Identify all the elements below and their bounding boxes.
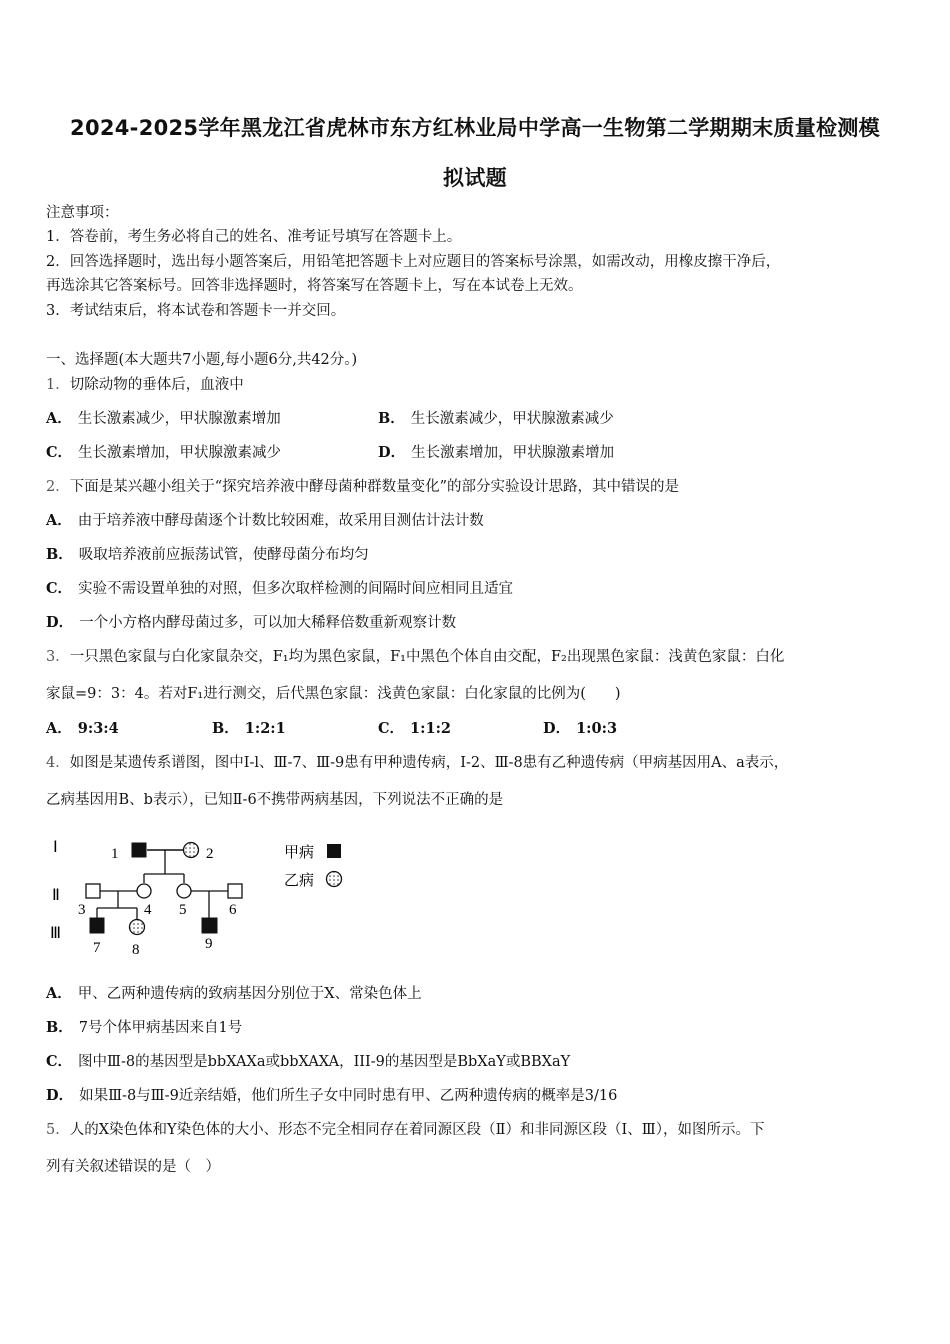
q2-option-b (46, 545, 369, 565)
individual-number: 2 (206, 846, 214, 862)
individual-number: 3 (78, 902, 86, 918)
individual-number: 5 (179, 902, 187, 918)
option-text: 1:2:1 (244, 720, 286, 737)
option-text: 生长激素增加，甲状腺激素增加 (411, 445, 615, 461)
option-label: C． (46, 444, 73, 461)
option-label: C． (46, 1053, 73, 1070)
option-label: D． (46, 614, 74, 631)
q2-option-c (46, 579, 513, 599)
legend-label-a: 甲病 (284, 843, 315, 861)
option-label: B． (212, 720, 239, 737)
page-title-continued: 拟试题 (443, 166, 507, 190)
individual-3-male (86, 884, 100, 898)
individual-9-affected-male (202, 918, 217, 933)
option-label: D． (46, 1087, 74, 1104)
individual-4-female (137, 884, 151, 898)
individual-number: 6 (229, 902, 237, 918)
option-label: D． (543, 720, 571, 737)
individual-8-affected-female (130, 920, 145, 935)
legend-swatch-b (327, 872, 342, 887)
option-label: A． (46, 720, 72, 737)
question-5-stem (46, 1120, 764, 1140)
question-5-stem-continued: 列有关叙述错误的是（ ） (46, 1159, 220, 1175)
option-text: 生长激素减少，甲状腺激素增加 (77, 411, 281, 427)
individual-7-affected-male (90, 918, 104, 933)
question-number: 1． (46, 377, 70, 393)
question-text: 一只黑色家鼠与白化家鼠杂交，F₁均为黑色家鼠，F₁中黑色个体自由交配，F₂出现黑色家鼠：浅黄色家鼠：白化 (69, 649, 785, 665)
notice-item-3: 3．考试结束后，将本试卷和答题卡一并交回。 (46, 303, 346, 319)
question-text: 人的X染色体和Y染色体的大小、形态不完全相同存在着同源区段（Ⅱ）和非同源区段（Ⅰ、Ⅲ），如图所示。下 (69, 1122, 765, 1138)
option-text: 实验不需设置单独的对照，但多次取样检测的间隔时间应相同且适宜 (78, 581, 514, 597)
question-3-stem (46, 647, 784, 667)
individual-number: 7 (93, 940, 101, 956)
page-title: 2024-2025学年黑龙江省虎林市东方红林业局中学高一生物第二学期期末质量检测模 (70, 116, 880, 140)
q1-option-a (46, 409, 281, 429)
option-text: 由于培养液中酵母菌逐个计数比较困难，故采用目测估计法计数 (77, 513, 484, 529)
q1-option-c (46, 443, 281, 463)
q4-option-b (46, 1018, 242, 1038)
option-label: A． (46, 512, 72, 529)
individual-number: 1 (111, 846, 119, 862)
option-text: 甲、乙两种遗传病的致病基因分别位于X、常染色体上 (77, 986, 422, 1002)
notice-item-2: 2．回答选择题时，选出每小题答案后，用铅笔把答题卡上对应题目的答案标号涂黑，如需改动，用橡皮擦干净后， (46, 254, 781, 270)
q4-option-c (46, 1052, 570, 1072)
question-number: 5． (46, 1122, 70, 1138)
option-text: 1:0:3 (576, 720, 618, 737)
q1-option-b (378, 409, 614, 429)
q1-option-d (378, 443, 614, 463)
option-text: 一个小方格内酵母菌过多，可以加大稀释倍数重新观察计数 (79, 615, 457, 631)
option-label: C． (46, 580, 73, 597)
q2-option-d (46, 613, 456, 633)
individual-number: 4 (144, 902, 152, 918)
question-number: 3． (46, 649, 70, 665)
option-label: B． (378, 410, 405, 427)
notice-item-2-continued: 再选涂其它答案标号。回答非选择题时，将答案写在答题卡上，写在本试卷上无效。 (46, 278, 583, 294)
option-text: 吸取培养液前应振荡试管，使酵母菌分布均匀 (78, 547, 369, 563)
option-label: A． (46, 410, 72, 427)
option-label: C． (378, 720, 405, 737)
question-4-stem-continued: 乙病基因用B、b表示），已知Ⅱ-6不携带两病基因，下列说法不正确的是 (46, 792, 504, 808)
individual-5-female (177, 884, 191, 898)
q2-option-a (46, 511, 484, 531)
q3-option-b (212, 719, 286, 739)
option-text: 1:1:2 (410, 720, 452, 737)
generation-label-3: Ⅲ (50, 925, 62, 942)
option-label: B． (46, 546, 73, 563)
generation-label-1: Ⅰ (53, 839, 58, 856)
option-label: D． (378, 444, 406, 461)
individual-number: 8 (132, 942, 140, 958)
option-text: 7号个体甲病基因来自1号 (78, 1020, 243, 1036)
q4-option-a (46, 984, 422, 1004)
generation-label-2: Ⅱ (52, 887, 60, 904)
individual-6-male (228, 884, 242, 898)
option-text: 9:3:4 (77, 720, 119, 737)
question-2-stem (46, 477, 679, 497)
legend-swatch-a (327, 844, 341, 858)
q3-option-c (378, 719, 451, 739)
question-text: 下面是某兴趣小组关于“探究培养液中酵母菌种群数量变化”的部分实验设计思路，其中错误的是 (69, 479, 680, 495)
q4-option-d (46, 1086, 617, 1106)
option-text: 图中Ⅲ-8的基因型是bbXAXa或bbXAXA，III-9的基因型是BbXaY或BBXaY (78, 1054, 571, 1070)
question-text: 如图是某遗传系谱图，图中Ⅰ-l、Ⅲ-7、Ⅲ-9患有甲种遗传病，Ⅰ-2、Ⅲ-8患有乙种遗传病（甲病基因用A、a表示， (69, 755, 789, 771)
question-1-stem (46, 375, 244, 395)
question-3-stem-continued: 家鼠=9：3：4。若对F₁进行测交，后代黑色家鼠：浅黄色家鼠：白化家鼠的比例为( ) (46, 686, 621, 702)
notice-heading: 注意事项： (46, 205, 119, 221)
question-4-stem (46, 753, 788, 773)
q3-option-a (46, 719, 119, 739)
question-number: 2． (46, 479, 70, 495)
individual-number: 9 (205, 936, 213, 952)
option-text: 生长激素减少，甲状腺激素减少 (410, 411, 614, 427)
individual-1-affected-male (132, 843, 146, 857)
question-number: 4． (46, 755, 70, 771)
question-text: 切除动物的垂体后，血液中 (69, 377, 244, 393)
option-text: 如果Ⅲ-8与Ⅲ-9近亲结婚，他们所生子女中同时患有甲、乙两种遗传病的概率是3/16 (79, 1088, 618, 1104)
pedigree-chart (40, 830, 360, 965)
option-label: A． (46, 985, 72, 1002)
option-text: 生长激素增加，甲状腺激素减少 (78, 445, 282, 461)
individual-2-affected-female (184, 843, 199, 858)
section-heading: 一、选择题(本大题共7小题,每小题6分,共42分。) (46, 352, 358, 368)
option-label: B． (46, 1019, 73, 1036)
legend-label-b: 乙病 (284, 871, 315, 889)
notice-item-1: 1．答卷前，考生务必将自己的姓名、准考证号填写在答题卡上。 (46, 229, 462, 245)
q3-option-d (543, 719, 617, 739)
